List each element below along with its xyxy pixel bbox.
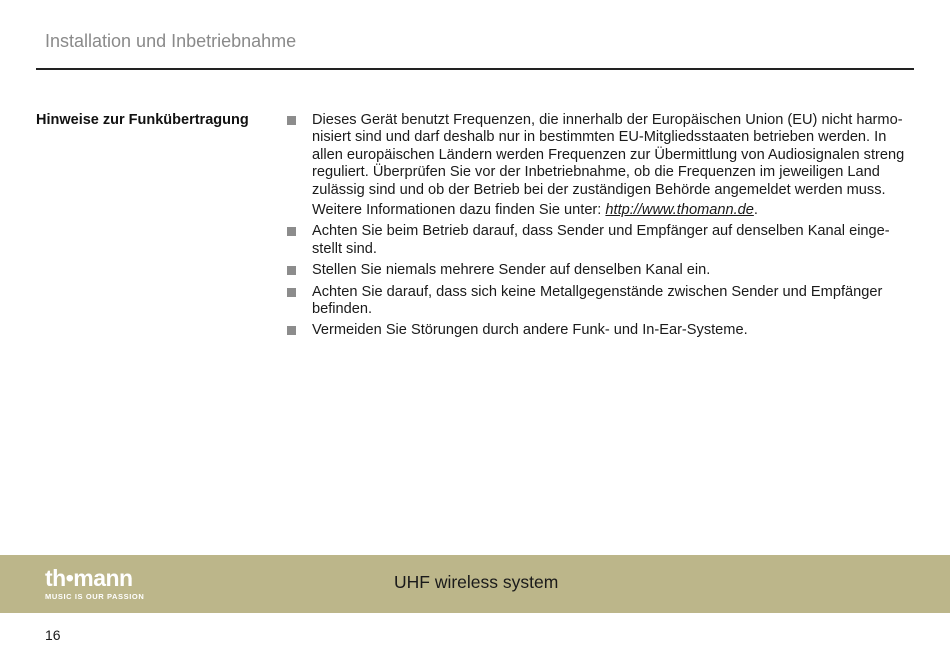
bullet-list xyxy=(286,112,910,344)
list-item xyxy=(286,322,910,339)
square-bullet-icon xyxy=(287,266,296,275)
logo-wordmark: th•mann xyxy=(45,565,133,591)
page-number: 16 xyxy=(45,627,61,643)
list-item xyxy=(286,223,910,258)
list-item xyxy=(286,284,910,319)
info-note-suffix: . xyxy=(753,202,758,219)
list-item-text: Achten Sie beim Betrieb darauf, dass Sender und Empfänger auf denselben Kanal einge-stellt sind. xyxy=(312,223,890,257)
section-heading: Hinweise zur Funkübertragung xyxy=(36,112,249,128)
thomann-link[interactable]: http://www.thomann.de xyxy=(605,202,754,219)
list-item xyxy=(286,262,910,279)
info-note xyxy=(312,202,910,219)
square-bullet-icon xyxy=(287,326,296,335)
list-item-text: Dieses Gerät benutzt Frequenzen, die innerhalb der Europäischen Union (EU) nicht harmo-nisiert sind und darf deshalb nur in bestimmten EU-Mitgliedsstaaten betrieben werden. In allen europäischen Ländern werden Frequenzen zur Übermittlung von Audiosignalen streng reguliert. Überprüfen Sie vor der Inbetriebnahme, ob die Frequenzen im jeweiligen Land zulässig sind und ob der Betrieb bei der zuständigen Behörde angemeldet werden muss. xyxy=(312,112,905,198)
header-title: Installation und Inbetriebnahme xyxy=(45,31,297,51)
thomann-logo xyxy=(45,566,144,601)
info-note-text: Weitere Informationen dazu finden Sie unter: xyxy=(312,202,606,219)
header-rule xyxy=(36,68,914,70)
product-name: UHF wireless system xyxy=(394,572,559,592)
logo-tagline: MUSIC IS OUR PASSION xyxy=(45,592,145,601)
list-item xyxy=(286,112,910,219)
list-item-text: Achten Sie darauf, dass sich keine Metallgegenstände zwischen Sender und Empfänger befinden. xyxy=(312,283,883,318)
list-item-text: Stellen Sie niemals mehrere Sender auf denselben Kanal ein. xyxy=(312,262,711,279)
square-bullet-icon xyxy=(287,227,296,236)
list-item-text: Vermeiden Sie Störungen durch andere Funk- und In-Ear-Systeme. xyxy=(312,322,748,339)
footer-band xyxy=(0,555,950,613)
square-bullet-icon xyxy=(287,116,296,125)
square-bullet-icon xyxy=(287,288,296,297)
